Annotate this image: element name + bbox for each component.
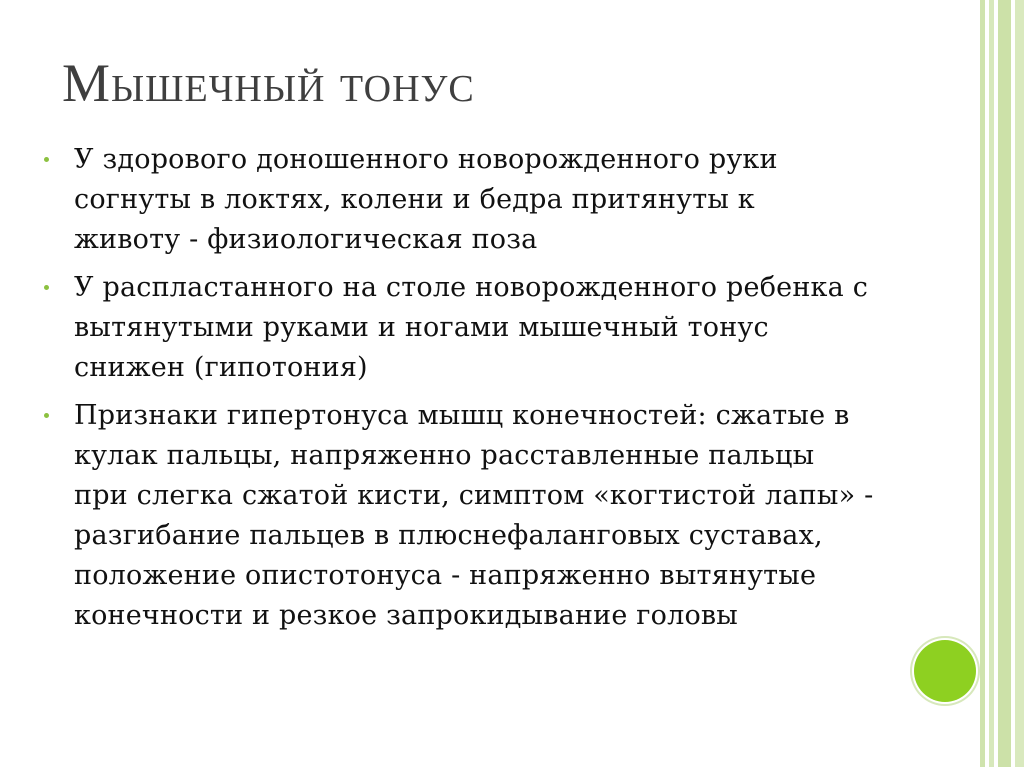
decorative-stripe xyxy=(980,0,985,767)
bullet-line: животу - физиологическая поза xyxy=(74,224,538,255)
decorative-stripe xyxy=(998,0,1011,767)
decorative-stripe xyxy=(989,0,994,767)
bullet-line: кулак пальцы, напряженно расставленные пальцы xyxy=(74,440,815,471)
bullet-dot-icon xyxy=(44,157,49,162)
bullet-text xyxy=(74,396,972,636)
bullet-line: У распластанного на столе новорожденного ребенка с xyxy=(74,272,869,303)
bullet-item xyxy=(42,268,972,388)
bullet-dot-icon xyxy=(44,413,49,418)
bullet-list xyxy=(42,140,972,644)
bullet-line: вытянутыми руками и ногами мышечный тонус xyxy=(74,312,769,343)
bullet-line: разгибание пальцев в плюснефаланговых суставах, xyxy=(74,520,823,551)
bullet-line: снижен (гипотония) xyxy=(74,352,368,383)
bullet-dot-icon xyxy=(44,285,49,290)
bullet-line: согнуты в локтях, колени и бедра притянуты к xyxy=(74,184,755,215)
bullet-line: У здорового доношенного новорожденного руки xyxy=(74,144,778,175)
bullet-text xyxy=(74,140,972,260)
bullet-item xyxy=(42,140,972,260)
bullet-item xyxy=(42,396,972,636)
bullet-line: положение опистотонуса - напряженно вытянутые xyxy=(74,560,817,591)
slide-title: Мышечный тонус xyxy=(62,53,475,113)
bullet-text xyxy=(74,268,972,388)
decorative-stripe xyxy=(1015,0,1024,767)
bullet-line: Признаки гипертонуса мышц конечностей: сжатые в xyxy=(74,400,850,431)
decorative-circle-icon xyxy=(914,640,976,702)
bullet-line: конечности и резкое запрокидывание головы xyxy=(74,600,738,631)
bullet-line: при слегка сжатой кисти, симптом «когтистой лапы» - xyxy=(74,480,874,511)
